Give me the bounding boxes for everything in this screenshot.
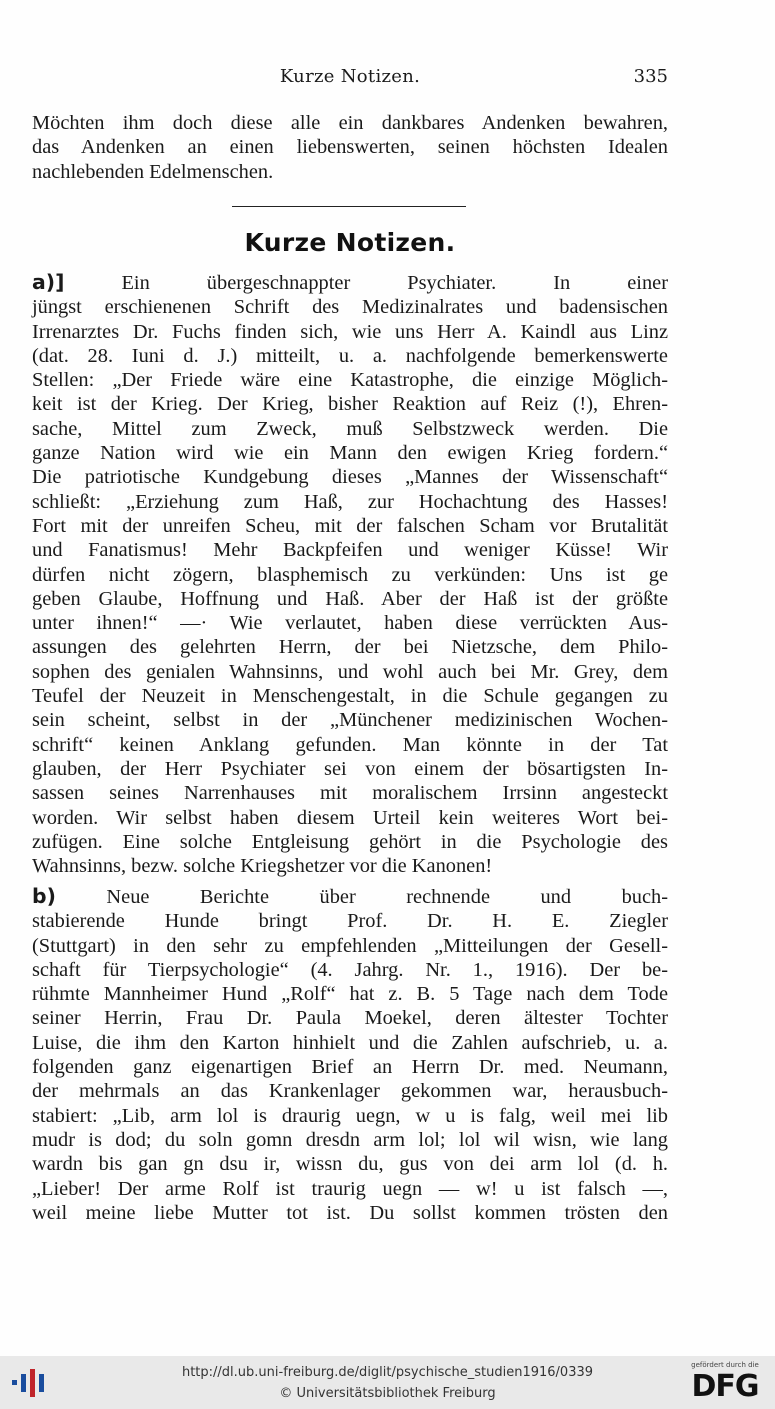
text-line: jüngst erschienenen Schrift des Medizinalrates und badensischen	[32, 296, 668, 319]
text-line: Möchten ihm doch diese alle ein dankbares Andenken bewahren,	[32, 112, 668, 134]
text-line: mudr is dod; du soln gomn dresdn arm lol; lol wil wisn, wie lang	[32, 1128, 668, 1151]
text-line: Teufel der Neuzeit in Menschengestalt, in die Schule gegangen zu	[32, 685, 668, 708]
text-line: keit ist der Krieg. Der Krieg, bisher Reaktion auf Reiz (!), Ehren-	[32, 393, 668, 416]
text-line: der mehrmals an das Krankenlager gekommen war, herausbuch-	[32, 1080, 668, 1103]
running-title: Kurze Notizen.	[279, 66, 421, 87]
text-line: dürfen nicht zögern, blasphemisch zu verkünden: Uns ist ge	[32, 563, 668, 586]
text-line: und Fanatismus! Mehr Backpfeifen und weniger Küsse! Wir	[32, 539, 668, 562]
text-line: unter ihnen!“ —· Wie verlautet, haben diese verrückten Aus-	[32, 612, 668, 635]
text-line: wardn bis gan gn dsu ir, wissn du, gus von dei arm lol (d. h.	[32, 1153, 668, 1176]
notice-marker: b)	[32, 884, 56, 908]
notice-b	[32, 884, 668, 1225]
text-line: stabierende Hunde bringt Prof. Dr. H. E. Ziegler	[32, 910, 668, 933]
text-line: schaft für Tierpsychologie“ (4. Jahrg. Nr. 1., 1916). Der be-	[32, 958, 668, 981]
text-line: „Lieber! Der arme Rolf ist traurig uegn — w! u ist falsch —,	[32, 1177, 668, 1200]
permalink-url[interactable]: http://dl.ub.uni-freiburg.de/diglit/psychische_studien1916/0339	[181, 1365, 594, 1380]
text-line: Wahnsinns, bezw. solche Kriegshetzer vor die Kanonen!	[32, 855, 493, 878]
text-line: glauben, der Herr Psychiater sei von einem der bösartigsten In-	[32, 757, 668, 780]
notice-heading-line: Ein übergeschnappter Psychiater. In einer	[121, 272, 668, 294]
text-line: Die patriotische Kundgebung dieses „Mannes der Wissenschaft“	[32, 466, 668, 489]
running-head	[32, 66, 668, 90]
text-line: seiner Herrin, Frau Dr. Paula Moekel, deren ältester Tochter	[32, 1007, 668, 1030]
text-line: schließt: „Erziehung zum Haß, zur Hochachtung des Hasses!	[32, 490, 668, 513]
text-line: Fort mit der unreifen Scheu, mit der falschen Scham vor Brutalität	[32, 514, 668, 537]
text-line: sassen seines Narrenhauses mit moralischem Irrsinn angesteckt	[32, 782, 668, 805]
text-line: assungen des gelehrten Herrn, der bei Nietzsche, dem Philo-	[32, 636, 668, 659]
text-line: stabiert: „Lib, arm lol is draurig uegn, w u is falg, weil mei lib	[32, 1104, 668, 1127]
funding-note: gefördert durch die	[691, 1361, 759, 1369]
page-number: 335	[633, 66, 668, 87]
text-line: Luise, die ihm den Karton hinhielt und die Zahlen aufschrieb, u. a.	[32, 1031, 668, 1054]
copyright-notice: © Universitätsbibliothek Freiburg	[279, 1386, 496, 1401]
text-line: worden. Wir selbst haben diesem Urteil kein weiteres Wort bei-	[32, 806, 668, 829]
text-line: sache, Mittel zum Zweck, muß Selbstzweck werden. Die	[32, 417, 668, 440]
dfg-logo: DFG	[691, 1369, 759, 1404]
text-line: (dat. 28. Iuni d. J.) mitteilt, u. a. nachfolgende bemerkenswerte	[32, 344, 668, 367]
text-line: geben Glaube, Hoffnung und Haß. Aber der Haß ist der größte	[32, 587, 668, 610]
text-line	[32, 884, 668, 909]
viewer-footer	[0, 1356, 775, 1409]
text-line: sophen des genialen Wahnsinns, und wohl auch bei Mr. Grey, dem	[32, 660, 668, 683]
notice-a	[32, 270, 668, 878]
section-title: Kurze Notizen.	[244, 228, 456, 257]
notice-heading-line: Neue Berichte über rechnende und buch-	[106, 886, 668, 908]
text-line: weil meine liebe Mutter tot ist. Du sollst kommen trösten den	[32, 1201, 668, 1224]
text-line: nachlebenden Edelmenschen.	[32, 160, 274, 183]
text-line: ganze Nation wird wie ein Mann den ewigen Krieg fordern.“	[32, 442, 668, 465]
text-line: (Stuttgart) in den sehr zu empfehlenden „Mitteilungen der Gesell-	[32, 934, 668, 957]
notice-marker: a)]	[32, 270, 65, 294]
intro-paragraph	[32, 111, 668, 184]
text-line: rühmte Mannheimer Hund „Rolf“ hat z. B. 5 Tage nach dem Tode	[32, 983, 668, 1006]
text-line: Stellen: „Der Friede wäre eine Katastrophe, die einzige Möglich-	[32, 369, 668, 392]
text-line: zufügen. Eine solche Entgleisung gehört in die Psychologie des	[32, 830, 668, 853]
text-line	[32, 270, 668, 295]
text-line: sein scheint, selbst in der „Münchener medizinischen Wochen-	[32, 709, 668, 732]
text-line: schrift“ keinen Anklang gefunden. Man könnte in der Tat	[32, 733, 668, 756]
section-divider	[232, 206, 466, 207]
text-line: Irrenarztes Dr. Fuchs finden sich, wie uns Herr A. Kaindl aus Linz	[32, 320, 668, 343]
text-line: folgenden ganz eigenartigen Brief an Herrn Dr. med. Neumann,	[32, 1056, 668, 1079]
text-line: das Andenken an einen liebenswerten, seinen höchsten Idealen	[32, 136, 668, 159]
